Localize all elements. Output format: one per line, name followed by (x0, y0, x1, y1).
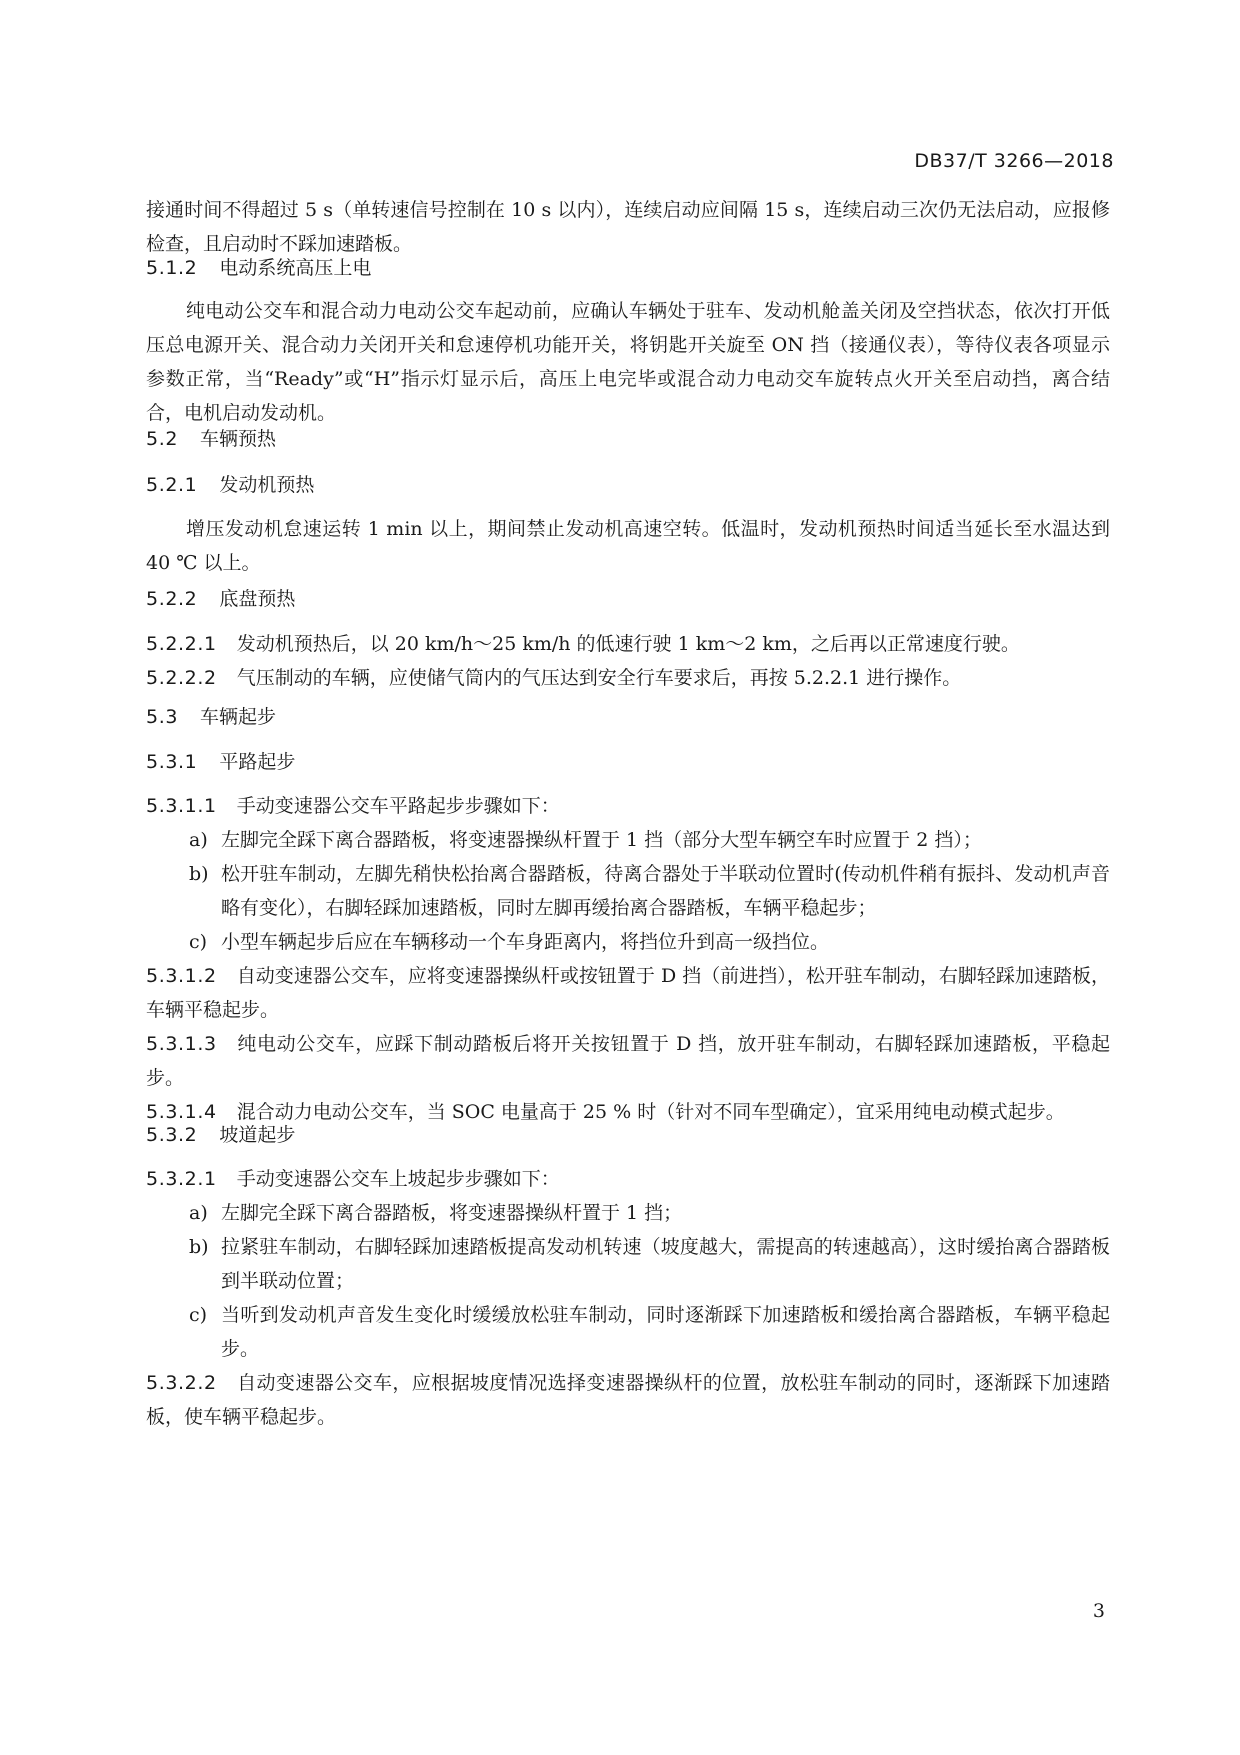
numbered-clauses (146, 627, 1110, 695)
list-item (146, 823, 1110, 857)
section-title: 发动机预热 (219, 474, 315, 496)
list-marker: c) (189, 1304, 208, 1326)
list-marker: b) (189, 863, 209, 885)
paragraph: 接通时间不得超过 5 s（单转速信号控制在 10 s 以内），连续启动应间隔 15 s，连续启动三次仍无法启动，应报修检查，且启动时不踩加速踏板。 (146, 199, 1110, 255)
section-heading (146, 1118, 1110, 1152)
section-title: 坡道起步 (219, 1124, 296, 1146)
list-text: 左脚完全踩下离合器踏板，将变速器操纵杆置于 1 挡； (221, 1202, 683, 1224)
clause (146, 959, 1110, 1027)
list-text: 当听到发动机声音发生变化时缓缓放松驻车制动，同时逐渐踩下加速踏板和缓抬离合器踏板，车辆平稳起步。 (221, 1304, 1110, 1360)
clause-text: 纯电动公交车，应踩下制动踏板后将开关按钮置于 D 挡，放开驻车制动，右脚轻踩加速踏板，平稳起步。 (146, 1033, 1110, 1089)
clause-number: 5.3.1.4 (146, 1101, 217, 1123)
list-marker: c) (189, 931, 208, 953)
clause-text: 自动变速器公交车，应根据坡度情况选择变速器操纵杆的位置，放松驻车制动的同时，逐渐踩下加速踏板，使车辆平稳起步。 (146, 1372, 1110, 1428)
list-item (146, 1230, 1110, 1298)
section-title: 电动系统高压上电 (219, 257, 372, 279)
list-item (146, 1196, 1110, 1230)
section-number: 5.2.1 (146, 474, 198, 496)
section-title: 车辆起步 (200, 706, 277, 728)
clause-text: 混合动力电动公交车，当 SOC 电量高于 25 % 时（针对不同车型确定），宜采用纯电动模式起步。 (236, 1101, 1065, 1123)
clause-group-5-3-2 (146, 1162, 1110, 1434)
section-number: 5.2 (146, 428, 179, 450)
clause (146, 661, 1110, 695)
clause (146, 1162, 1110, 1196)
section-heading (146, 422, 1110, 456)
clause-text: 气压制动的车辆，应使储气筒内的气压达到安全行车要求后，再按 5.2.2.1 进行操作。 (236, 667, 962, 689)
standard-code: DB37/T 3266—2018 (914, 150, 1114, 172)
clause (146, 789, 1110, 823)
section-title: 平路起步 (219, 751, 296, 773)
clause-number: 5.3.2.2 (146, 1372, 217, 1394)
section-heading (146, 700, 1110, 734)
section-heading (146, 582, 1110, 616)
paragraph: 增压发动机怠速运转 1 min 以上，期间禁止发动机高速空转。低温时，发动机预热时间适当延长至水温达到 40 ℃ 以上。 (146, 518, 1110, 574)
clause-text: 手动变速器公交车上坡起步步骤如下： (236, 1168, 560, 1190)
clause-number: 5.3.1.3 (146, 1033, 217, 1055)
list-item (146, 857, 1110, 925)
clause-number: 5.2.2.2 (146, 667, 217, 689)
paragraph: 纯电动公交车和混合动力电动公交车起动前，应确认车辆处于驻车、发动机舱盖关闭及空挡状态，依次打开低压总电源开关、混合动力关闭开关和怠速停机功能开关，将钥匙开关旋至 ON 挡（接通仪表），等待仪表各项显示参数正常，当“Ready”或“H”指示灯显示后，高压上电完毕或混合动力电动交车旋转点火开关至启动挡，离合结合，电机启动发动机。 (146, 300, 1110, 424)
clause (146, 1027, 1110, 1095)
section-title: 底盘预热 (219, 588, 296, 610)
clause-text: 发动机预热后，以 20 km/h～25 km/h 的低速行驶 1 km～2 km，之后再以正常速度行驶。 (236, 633, 1020, 655)
clause-text: 自动变速器公交车，应将变速器操纵杆或按钮置于 D 挡（前进挡），松开驻车制动，右脚轻踩加速踏板，车辆平稳起步。 (146, 965, 1110, 1021)
clause (146, 1366, 1110, 1434)
list-item (146, 1298, 1110, 1366)
section-number: 5.3.1 (146, 751, 198, 773)
section-title: 车辆预热 (200, 428, 277, 450)
clause (146, 627, 1110, 661)
clause-group-5-3-1 (146, 789, 1110, 1129)
list-marker: a) (189, 829, 208, 851)
list-marker: a) (189, 1202, 208, 1224)
list-marker: b) (189, 1236, 209, 1258)
list-item (146, 925, 1110, 959)
list-text: 左脚完全踩下离合器踏板，将变速器操纵杆置于 1 挡（部分大型车辆空车时应置于 2 挡）； (221, 829, 982, 851)
section-number: 5.3 (146, 706, 179, 728)
section-heading (146, 251, 1110, 285)
paragraph-block (146, 294, 1110, 430)
section-number: 5.1.2 (146, 257, 198, 279)
clause-number: 5.3.1.2 (146, 965, 217, 987)
list-text: 小型车辆起步后应在车辆移动一个车身距离内，将挡位升到高一级挡位。 (221, 931, 830, 953)
page-number: 3 (1092, 1600, 1105, 1622)
clause-number: 5.3.1.1 (146, 795, 217, 817)
list-text: 拉紧驻车制动，右脚轻踩加速踏板提高发动机转速（坡度越大，需提高的转速越高），这时缓抬离合器踏板到半联动位置； (221, 1236, 1110, 1292)
section-heading (146, 468, 1110, 502)
section-number: 5.3.2 (146, 1124, 198, 1146)
section-number: 5.2.2 (146, 588, 198, 610)
clause-number: 5.3.2.1 (146, 1168, 217, 1190)
paragraph-block (146, 512, 1110, 580)
clause-number: 5.2.2.1 (146, 633, 217, 655)
list-text: 松开驻车制动，左脚先稍快松抬离合器踏板，待离合器处于半联动位置时(传动机件稍有振抖、发动机声音略有变化），右脚轻踩加速踏板，同时左脚再缓抬离合器踏板，车辆平稳起步； (221, 863, 1110, 919)
section-heading (146, 745, 1110, 779)
clause-text: 手动变速器公交车平路起步步骤如下： (236, 795, 560, 817)
